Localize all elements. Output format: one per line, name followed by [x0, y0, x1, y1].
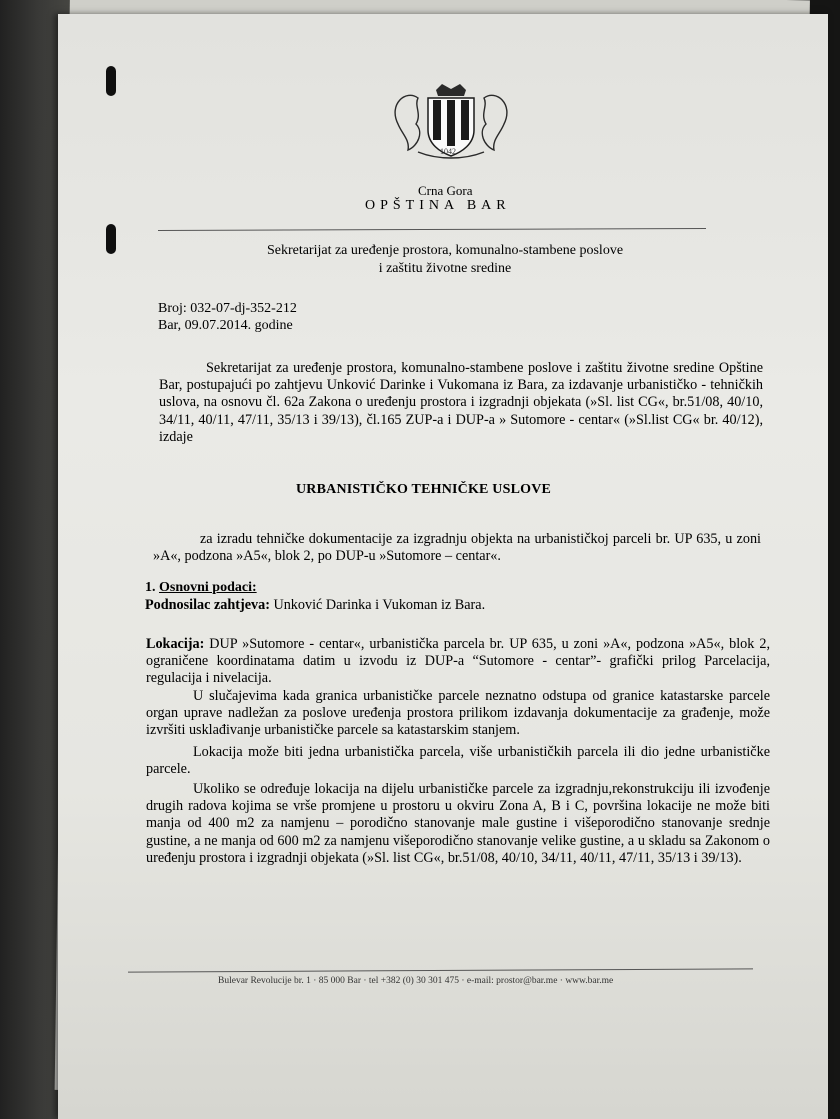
- document-subtitle: za izradu tehničke dokumentacije za izgradnju objekta na urbanističkoj parceli br. UP 635, u zoni »A«, podzona »A5«, blok 2, po DUP-u »Sutomore – centar«.: [153, 531, 761, 565]
- reference-number: Broj: 032-07-dj-352-212: [158, 301, 297, 316]
- location-paragraph: [146, 636, 770, 688]
- footer-contact: Bulevar Revolucije br. 1 · 85 000 Bar · tel +382 (0) 30 301 475 · e-mail: prostor@bar.me · www.bar.me: [218, 976, 614, 986]
- requester-line: [145, 597, 485, 614]
- section-number: 1.: [145, 580, 156, 595]
- department-name: [255, 242, 635, 278]
- section-heading-text: Osnovni podaci:: [159, 580, 257, 595]
- boundary-paragraph: U slučajevima kada granica urbanističke parcele neznatno odstupa od granice katastarske parcele organ uprave nadležan za poslove uređenja prostora prilikom izdavanja dokumentacije za građenje, može izvršiti usklađivanje urbanističke parcele sa katastarskim stanjem.: [146, 688, 770, 739]
- location-definition-paragraph: Lokacija može biti jedna urbanistička parcela, više urbanističkih parcela ili dio jedne urbanističke parcele.: [146, 744, 770, 778]
- zones-paragraph: Ukoliko se određuje lokacija na dijelu urbanističke parcele za izgradnju,rekonstrukciju ili izvođenje drugih radova kojima se vrše promjene u prostoru u okviru Zona A, B i C, površina lokacije ne može biti manja od 400 m2 za namjenu – porodično stanovanje male gustine i višeporodično stanovanje srednje gustine, a ne manja od 600 m2 za namjenu višeporodično stanovanje velike gustine, a u skladu sa Zakonom o uređenju prostora i izgradnji objekata (»Sl. list CG«, br.51/08, 40/10, 34/11, 40/11, 47/11, 35/13 i 39/13).: [146, 781, 770, 866]
- location-text: DUP »Sutomore - centar«, urbanistička parcela br. UP 635, u zoni »A«, podzona »A5«, blok 2, ograničene koordinatama datim u izvodu iz DUP-a “Sutomore - centar”- grafički prilog Parcelacija, regulacija i nivelacija.: [146, 636, 770, 687]
- crest-year: 1042: [440, 147, 456, 156]
- location-label: Lokacija:: [146, 636, 205, 652]
- section-heading: [145, 580, 257, 596]
- document-title: URBANISTIČKO TEHNIČKE USLOVE: [296, 482, 552, 497]
- place-date: Bar, 09.07.2014. godine: [158, 318, 293, 333]
- document-page: [58, 14, 828, 1119]
- punch-hole: [106, 66, 116, 96]
- department-line-2: i zaštitu životne sredine: [378, 261, 512, 276]
- requester-label: Podnosilac zahtjeva:: [145, 597, 270, 613]
- municipality-name: OPŠTINA BAR: [365, 198, 511, 213]
- reference-block: [158, 300, 297, 334]
- requester-value: Unković Darinka i Vukoman iz Bara.: [269, 597, 486, 613]
- country-name: Crna Gora: [418, 183, 473, 198]
- department-line-1: Sekretarijat za uređenje prostora, komunalno-stambene poslove: [266, 243, 624, 258]
- punch-hole: [106, 224, 116, 254]
- intro-paragraph: Sekretarijat za uređenje prostora, komunalno-stambene poslove i zaštitu životne sredine Opštine Bar, postupajući po zahtjevu Unković Darinke i Vukomana iz Bara, za izdavanje urbanističko - tehničkih uslova, na osnovu čl. 62a Zakona o uređenju prostora i izgradnji objekata (»Sl. list CG«, br.51/08, 40/10, 34/11, 40/11, 47/11, 35/13 i 39/13), čl.165 ZUP-a i DUP-a » Sutomore - centar« (»Sl.list CG« br. 40/12), izdaje: [159, 360, 763, 445]
